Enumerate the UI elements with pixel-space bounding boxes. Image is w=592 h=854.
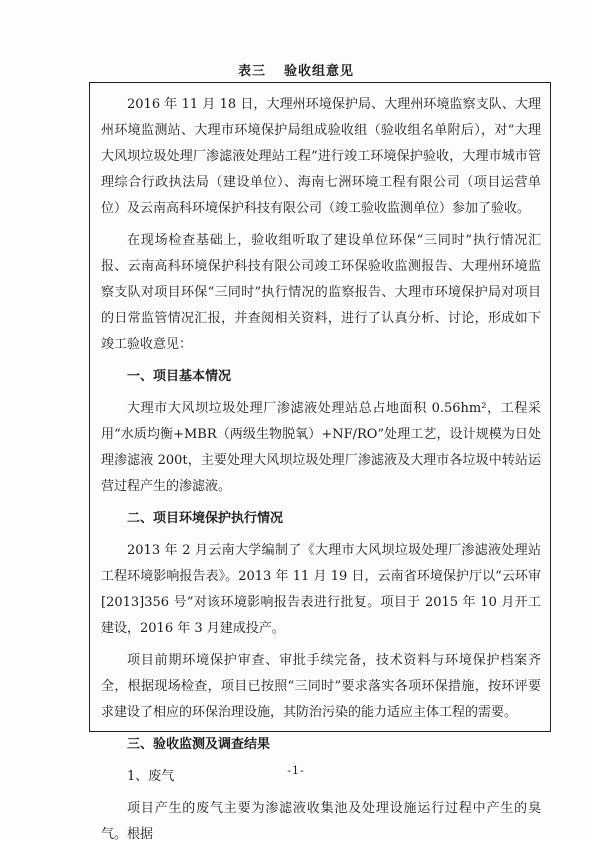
opinion-table-frame — [89, 82, 551, 842]
table-title — [0, 60, 592, 79]
paragraph-env-report: 2013 年 2 月云南大学编制了《大理市大风坝垃圾处理厂渗滤液处理站工程环境影响报告表》。2013 年 11 月 19 日，云南省环境保护厅以“云环审[2013]356 号”对该环境影响报告表进行批复。项目于 2015 年 10 月开工建设，2016 年 3 月建成投产。 — [101, 543, 541, 636]
paragraph-env-measures: 项目前期环境保护审查、审批手续完备，技术资料与环境保护档案齐全，根据现场检查，项目已按照“三同时”要求落实各项环保措施，按环评要求建设了相应的环保治理设施，其防治污染的能力适应主体工程的需要。 — [101, 653, 541, 720]
table-title-text: 验收组意见 — [284, 64, 355, 79]
page-number: -1- — [287, 764, 305, 777]
paragraph-inspection: 在现场检查基础上，验收组听取了建设单位环保“三同时”执行情况汇报、云南高科环境保护科技有限公司竣工环保验收监测报告、大理州环境监察支队对项目环保“三同时”执行情况的监察报告、大理市环境保护局对项目的日常监管情况汇报，并查阅相关资料，进行了认真分析、讨论，形成如下竣工验收意见： — [101, 233, 541, 352]
section-heading-env-protection: 二、项目环境保护执行情况 — [127, 511, 284, 526]
table-label: 表三 — [237, 64, 266, 79]
paragraph-exhaust: 项目产生的废气主要为渗滤液收集池及处理设施运行过程中产生的臭气。根据 — [101, 801, 541, 842]
paragraph-intro: 2016 年 11 月 18 日，大理州环境保护局、大理州环境监察支队、大理州环境监测站、大理市环境保护局组成验收组（验收组名单附后），对“大理大风坝垃圾处理厂渗滤液处理站工程”进行竣工环境保护验收，大理市城市管理综合行政执法局（建设单位）、海南七洲环境工程有限公司（项目运营单位）及云南高科环境保护科技有限公司（竣工验收监测单位）参加了验收。 — [101, 97, 541, 216]
section-heading-basic-info: 一、项目基本情况 — [127, 369, 232, 384]
paragraph-basic-info: 大理市大风坝垃圾处理厂渗滤液处理站总占地面积 0.56hm²，工程采用“水质均衡+MBR（两级生物脱氧）+NF/RO”处理工艺，设计规模为日处理渗滤液 200t，主要处理大风坝垃圾处理厂渗滤液及大理市各垃圾中转站运营过程产生的渗滤液。 — [101, 401, 541, 494]
section-heading-monitoring: 三、验收监测及调查结果 — [127, 737, 271, 752]
opinion-content — [101, 92, 541, 854]
subsection-heading-exhaust: 1、废气 — [127, 769, 175, 784]
